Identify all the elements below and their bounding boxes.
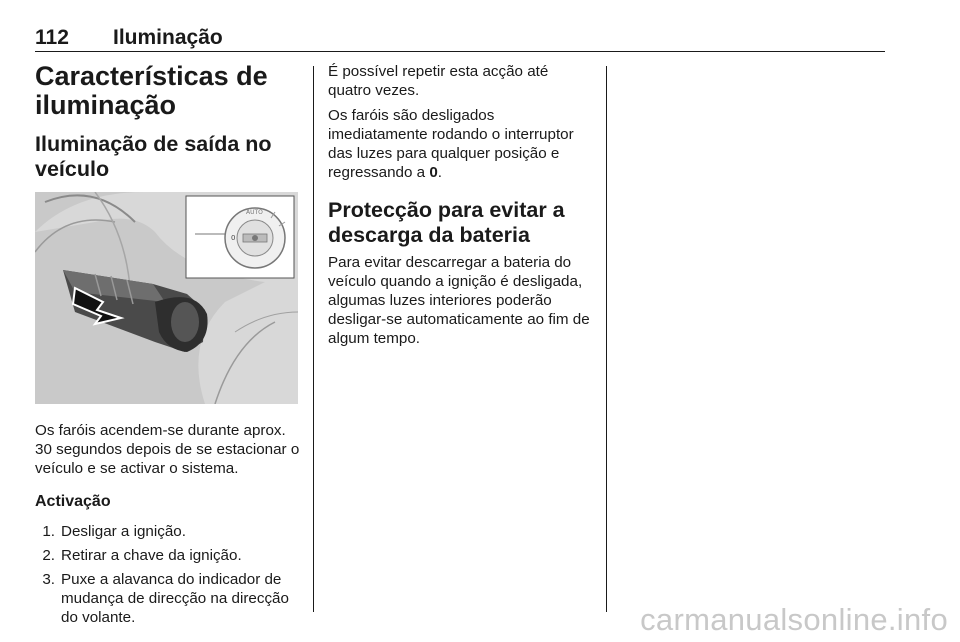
- subsection-title: Iluminação de saída no veículo: [35, 132, 272, 181]
- watermark: carmanualsonline.info: [640, 602, 948, 637]
- battery-protection-paragraph: Para evitar descarregar a bateria do veículo quando a ignição é desligada, algumas luzes interiores poderão desligar-se automaticamente ao fim de algum tempo.: [328, 254, 590, 347]
- activation-heading: Activação: [35, 493, 111, 510]
- list-item: [35, 570, 301, 627]
- page-header: [35, 16, 885, 52]
- svg-text:0: 0: [231, 234, 236, 242]
- step-number: 3.: [42, 571, 55, 588]
- page-number: 112: [35, 26, 69, 49]
- step-text: Puxe a alavanca do indicador de mudança de direcção na direcção do volante.: [61, 571, 289, 626]
- description-paragraph: Os faróis acendem-se durante aprox. 30 segundos depois de se estacionar o veículo e se activar o sistema.: [35, 422, 300, 477]
- switch-off-text: Os faróis são desligados imediatamente rodando o interruptor das luzes para qualquer posição e regressando a: [328, 107, 574, 181]
- running-title: Iluminação: [113, 26, 223, 49]
- switch-position-zero: 0: [429, 164, 438, 181]
- step-number: 1.: [42, 523, 55, 540]
- section-title: Características de iluminação: [35, 61, 268, 120]
- activation-steps: [35, 522, 301, 627]
- column-1: [35, 62, 301, 632]
- switch-off-paragraph: [328, 106, 594, 182]
- list-item: [35, 546, 301, 565]
- step-number: 2.: [42, 547, 55, 564]
- step-text: Desligar a ignição.: [61, 523, 186, 540]
- repeat-paragraph: É possível repetir esta acção até quatro vezes.: [328, 63, 549, 99]
- header-rule: [35, 51, 885, 52]
- battery-protection-heading: Protecção para evitar a descarga da bateria: [328, 198, 565, 247]
- column-divider-1: [313, 66, 314, 612]
- list-item: [35, 522, 301, 541]
- step-text: Retirar a chave da ignição.: [61, 547, 242, 564]
- svg-text:AUTO: AUTO: [246, 209, 263, 216]
- column-2: [328, 62, 594, 348]
- column-divider-2: [606, 66, 607, 612]
- sentence-end: .: [437, 164, 443, 181]
- indicator-lever-figure: [35, 192, 298, 404]
